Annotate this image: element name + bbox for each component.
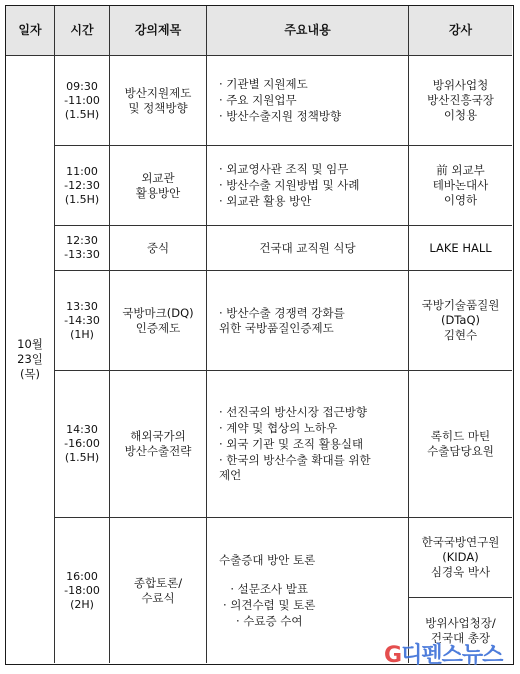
content-title: 수출증대 방안 토론 <box>219 552 316 567</box>
content-cell <box>207 271 409 371</box>
content-cell <box>207 226 409 271</box>
lecture-title-cell: 외교관 활용방안 <box>110 146 207 226</box>
lecturer-cell: 한국국방연구원 (KIDA) 심경욱 박사 <box>409 518 512 598</box>
time-cell: 16:00 -18:00 (2H) <box>55 518 110 663</box>
time-cell: 14:30 -16:00 (1.5H) <box>55 371 110 518</box>
content-item: · 설문조사 발표 <box>230 581 308 596</box>
header-time: 시간 <box>55 6 110 56</box>
content-item: · 방산수출지원 정책방향 <box>219 109 342 123</box>
content-cell <box>207 56 409 146</box>
header-lecture-title: 강의제목 <box>110 6 207 56</box>
content-item: 건국대 교직원 식당 <box>259 240 356 255</box>
content-cell <box>207 146 409 226</box>
header-main-content: 주요내용 <box>207 6 409 56</box>
content-item: · 방산수출 경쟁력 강화를 위한 국방품질인증제도 <box>219 305 345 335</box>
content-item: · 외교관 활용 방안 <box>219 194 312 208</box>
time-cell: 09:30 -11:00 (1.5H) <box>55 56 110 146</box>
lecturer-cell: LAKE HALL <box>409 226 512 271</box>
news-watermark-logo <box>384 636 520 670</box>
lecturer-cell: 前 외교부 테바논대사 이영하 <box>409 146 512 226</box>
content-cell <box>207 371 409 518</box>
schedule-table <box>5 5 514 665</box>
header-date: 일자 <box>6 6 55 56</box>
content-item: · 기관별 지원제도 <box>219 77 308 91</box>
content-item: · 주요 지원업무 <box>219 93 297 107</box>
header-lecturer: 강사 <box>409 6 512 56</box>
content-item: · 한국의 방산수출 확대를 위한 제언 <box>219 453 371 482</box>
lecturer-cell-secondary: 방위사업청장/ 건국대 총장 <box>425 615 496 645</box>
lecturer-cell: 방위사업청 방산진흥국장 이청용 <box>409 56 512 146</box>
content-item: · 외국 기관 및 조직 활용실태 <box>219 437 364 451</box>
lecturer-cell: 국방기술품질원 (DTaQ) 김현수 <box>409 271 512 371</box>
lecturer-cell: 록히드 마틴 수출담당요원 <box>409 371 512 518</box>
content-item: · 방산수출 지원방법 및 사례 <box>219 178 360 192</box>
lecture-title-cell: 방산지원제도 및 정책방향 <box>110 56 207 146</box>
content-item: · 수료증 수여 <box>235 613 303 628</box>
content-item: · 외교영사관 조직 및 임무 <box>219 162 349 176</box>
time-cell: 13:30 -14:30 (1H) <box>55 271 110 371</box>
watermark-text: 디펜스뉴스 <box>401 642 503 668</box>
lecture-title-cell: 해외국가의 방산수출전략 <box>110 371 207 518</box>
watermark-prefix: G <box>384 642 402 668</box>
date-cell: 10월 23일 (목) <box>6 56 55 663</box>
time-cell: 11:00 -12:30 (1.5H) <box>55 146 110 226</box>
content-item: · 선진국의 방산시장 접근방향 <box>219 405 367 419</box>
lecture-title-cell: 중식 <box>110 226 207 271</box>
content-item: · 의견수렴 및 토론 <box>223 597 316 612</box>
content-item: · 계약 및 협상의 노하우 <box>219 421 338 435</box>
content-cell <box>207 518 409 663</box>
lecture-title-cell: 국방마크(DQ) 인증제도 <box>110 271 207 371</box>
lecture-title-cell: 종합토론/ 수료식 <box>110 518 207 663</box>
time-cell: 12:30 -13:30 <box>55 226 110 271</box>
